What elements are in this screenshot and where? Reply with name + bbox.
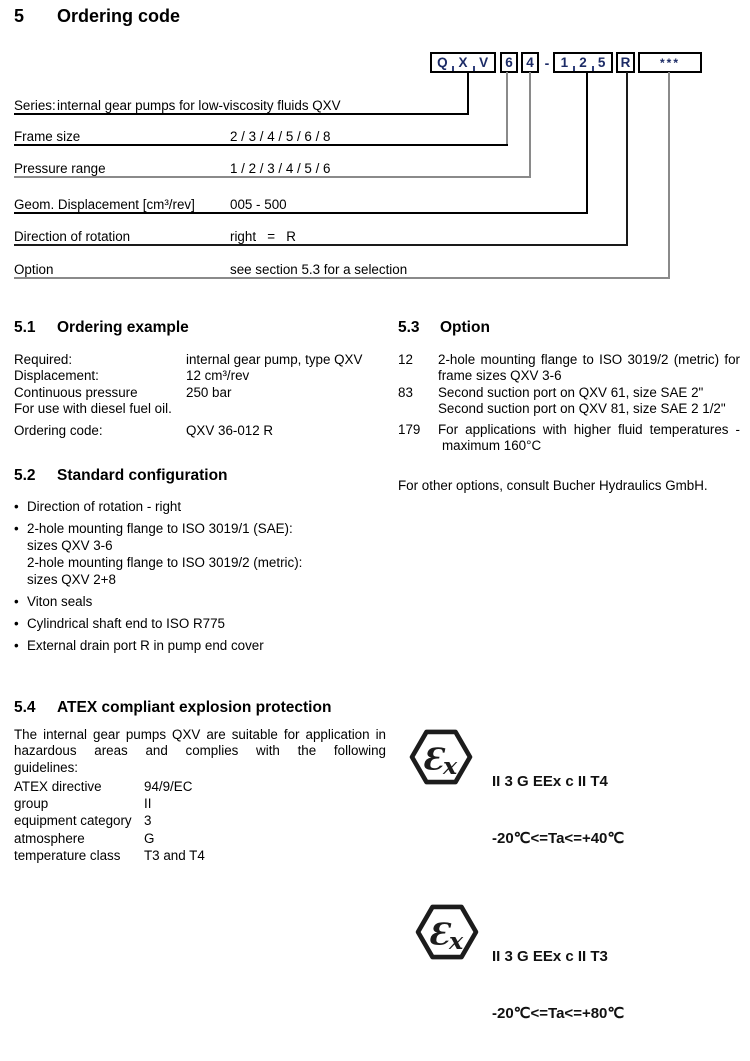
- example-value: 12 cm³/rev: [186, 368, 250, 384]
- bullet-icon: •: [14, 638, 19, 653]
- paragraph-line: The internal gear pumps QXV are suitable for application in: [14, 727, 386, 742]
- row-rule-frame: [14, 144, 508, 146]
- option-text-line: maximum 160°C: [442, 438, 542, 454]
- bullet-text: [27, 498, 181, 515]
- code-char: 4: [526, 55, 534, 70]
- bullet-text: [27, 615, 225, 632]
- section-heading: [14, 698, 386, 717]
- row-rule-rotation: [14, 244, 628, 246]
- ex-logo-epsilon: Ɛ: [421, 742, 444, 778]
- code-box-displacement: [553, 52, 613, 73]
- code-char: R: [620, 55, 631, 70]
- atex-marking-row: [408, 728, 624, 886]
- row-label-frame: Frame size: [14, 129, 81, 144]
- table-label: equipment category: [14, 813, 132, 829]
- bullet-text: [27, 520, 302, 588]
- table-label: group: [14, 796, 49, 812]
- char-separator-tick: [573, 66, 575, 71]
- char-separator-tick: [592, 66, 594, 71]
- paragraph-line: guidelines:: [14, 759, 79, 775]
- connector-line-series: [467, 72, 469, 115]
- code-char: Q: [437, 55, 448, 70]
- connector-line-rotation: [626, 72, 628, 246]
- section-title-text: Standard configuration: [57, 467, 228, 484]
- bullet-text: [27, 637, 264, 654]
- marking-line: II 3 G EEx c II T3: [492, 948, 608, 965]
- option-code: 12: [398, 352, 413, 367]
- bullet-line: 2-hole mounting flange to ISO 3019/1 (SAE):: [27, 521, 293, 536]
- row-rule-displacement: [14, 212, 588, 214]
- ex-logo-epsilon: Ɛ: [427, 917, 450, 953]
- example-rows: [14, 352, 386, 439]
- option-text: [438, 385, 740, 418]
- bullet-line: External drain port R in pump end cover: [27, 638, 264, 653]
- code-char: 5: [597, 55, 606, 70]
- section-ordering-example: [14, 318, 386, 439]
- option-text-line: 2-hole mounting flange to ISO 3019/2 (metric) for: [438, 352, 740, 367]
- option-text-line: Second suction port on QXV 61, size SAE 2": [438, 384, 704, 400]
- example-label: Required:: [14, 352, 73, 367]
- row-value-rotation: right = R: [230, 229, 296, 244]
- example-row: [14, 423, 386, 439]
- example-label: Displacement:: [14, 368, 99, 384]
- example-value: QXV 36-012 R: [186, 423, 274, 439]
- code-separator-dash: -: [544, 54, 550, 71]
- bullet-icon: •: [14, 594, 19, 609]
- table-value: 3: [144, 813, 152, 829]
- row-label-pressure: Pressure range: [14, 161, 106, 176]
- section-title-text: Option: [440, 319, 490, 336]
- code-box-series: [430, 52, 496, 73]
- code-box-option: [638, 52, 702, 73]
- bullet-line: Viton seals: [27, 594, 93, 609]
- section-title-text: Ordering example: [57, 319, 189, 336]
- code-char: V: [479, 55, 489, 70]
- section-number: 5: [14, 6, 25, 26]
- row-value-pressure: 1 / 2 / 3 / 4 / 5 / 6: [230, 161, 331, 176]
- list-item: [14, 520, 394, 588]
- table-value: G: [144, 830, 155, 846]
- code-char: 6: [505, 55, 513, 70]
- section-number: 5.4: [14, 699, 36, 716]
- table-label: temperature class: [14, 847, 121, 863]
- code-box-frame-size: [500, 52, 518, 73]
- atex-marking-text: [492, 909, 624, 1061]
- bullet-line: 2-hole mounting flange to ISO 3019/2 (metric):: [27, 555, 303, 570]
- table-row: [14, 812, 386, 829]
- example-note: For use with diesel fuel oil.: [14, 400, 172, 416]
- connector-line-pressure: [529, 72, 531, 178]
- section-number: 5.2: [14, 467, 36, 484]
- option-text-line: frame sizes QXV 3-6: [438, 368, 562, 384]
- section-atex: [14, 698, 386, 864]
- table-value: 94/9/EC: [144, 778, 193, 794]
- code-char: X: [458, 55, 468, 70]
- section-heading: [398, 318, 740, 337]
- option-text-line: Second suction port on QXV 81, size SAE 2 1/2": [438, 400, 726, 416]
- option-footer-note: For other options, consult Bucher Hydraulics GmbH.: [398, 477, 708, 493]
- table-label: atmosphere: [14, 830, 85, 846]
- option-text: [438, 352, 740, 385]
- atex-ex-logo-icon: [414, 903, 480, 961]
- row-label-rotation: Direction of rotation: [14, 229, 131, 244]
- table-row: [14, 830, 386, 847]
- example-row: [14, 352, 386, 368]
- atex-ex-logo-icon: [408, 728, 474, 786]
- list-item: [14, 615, 394, 632]
- code-char: 1: [560, 55, 569, 70]
- page-title: [14, 6, 180, 27]
- table-label: ATEX directive: [14, 778, 102, 794]
- atex-marking-text: [492, 734, 624, 886]
- paragraph-line: hazardous areas and complies with the following: [14, 743, 386, 759]
- option-text: [438, 422, 740, 455]
- section-option: [398, 318, 740, 494]
- example-row: [14, 385, 386, 401]
- bullet-icon: •: [14, 499, 19, 514]
- table-row: [14, 847, 386, 864]
- table-row: [14, 795, 386, 812]
- row-rule-option: [14, 277, 670, 279]
- option-items: [398, 352, 740, 455]
- option-code: 83: [398, 384, 413, 400]
- bullet-line: Direction of rotation - right: [27, 499, 182, 514]
- marking-line: -20℃<=Ta<=+40℃: [492, 830, 625, 847]
- row-value-option: see section 5.3 for a selection: [230, 262, 408, 277]
- config-bullet-list: [14, 498, 394, 654]
- marking-line: -20℃<=Ta<=+80℃: [492, 1005, 625, 1022]
- row-label-displacement: Geom. Displacement [cm³/rev]: [14, 197, 195, 212]
- row-rule-pressure: [14, 176, 531, 178]
- row-value-series: internal gear pumps for low-viscosity fluids QXV: [57, 98, 341, 113]
- bullet-line: Cylindrical shaft end to ISO R775: [27, 616, 225, 631]
- ex-logo-x: x: [448, 927, 464, 956]
- list-item: [14, 637, 394, 654]
- section-number: 5.3: [398, 319, 420, 336]
- option-code: 179: [398, 422, 421, 438]
- row-label-series: Series:: [14, 98, 56, 113]
- table-row: [14, 778, 386, 795]
- row-label-option: Option: [14, 262, 54, 277]
- option-item: [398, 352, 740, 385]
- section-heading: [14, 318, 386, 337]
- list-item: [14, 498, 394, 515]
- char-separator-tick: [473, 66, 475, 71]
- bullet-icon: •: [14, 616, 19, 631]
- code-char: ***: [659, 55, 680, 70]
- row-value-displacement: 005 - 500: [230, 197, 287, 212]
- marking-line: II 3 G EEx c II T4: [492, 773, 608, 790]
- bullet-line: sizes QXV 3-6: [27, 538, 113, 553]
- example-value: 250 bar: [186, 384, 232, 400]
- example-value: internal gear pump, type QXV: [186, 352, 363, 367]
- atex-markings: [408, 728, 624, 1061]
- section-standard-configuration: [14, 466, 394, 659]
- atex-marking-row: [408, 903, 624, 1061]
- atex-paragraph: [14, 727, 386, 776]
- table-value: T3 and T4: [144, 847, 205, 863]
- list-item: [14, 593, 394, 610]
- atex-guidelines-table: [14, 778, 386, 864]
- option-item: [398, 385, 740, 418]
- section-title-text: Ordering code: [57, 6, 181, 26]
- row-value-frame: 2 / 3 / 4 / 5 / 6 / 8: [230, 129, 331, 144]
- section-heading: [14, 466, 394, 485]
- bullet-text: [27, 593, 92, 610]
- bullet-icon: •: [14, 521, 19, 536]
- example-label: Ordering code:: [14, 423, 103, 439]
- code-char: 2: [579, 55, 587, 70]
- ex-logo-x: x: [442, 752, 458, 781]
- connector-line-frame: [506, 72, 508, 146]
- code-box-pressure-range: [521, 52, 539, 73]
- connector-line-displacement: [586, 72, 588, 214]
- section-number: 5.1: [14, 319, 36, 336]
- char-separator-tick: [452, 66, 454, 71]
- connector-line-option: [668, 72, 670, 279]
- row-rule-series: [14, 113, 469, 115]
- example-row: [14, 368, 386, 384]
- code-box-rotation: [616, 52, 635, 73]
- option-text-line: For applications with higher fluid temperatures -: [438, 422, 740, 438]
- section-title-text: ATEX compliant explosion protection: [57, 699, 332, 716]
- example-label: Continuous pressure: [14, 384, 138, 400]
- table-value: II: [144, 796, 152, 812]
- option-item: [398, 422, 740, 455]
- bullet-line: sizes QXV 2+8: [27, 572, 116, 587]
